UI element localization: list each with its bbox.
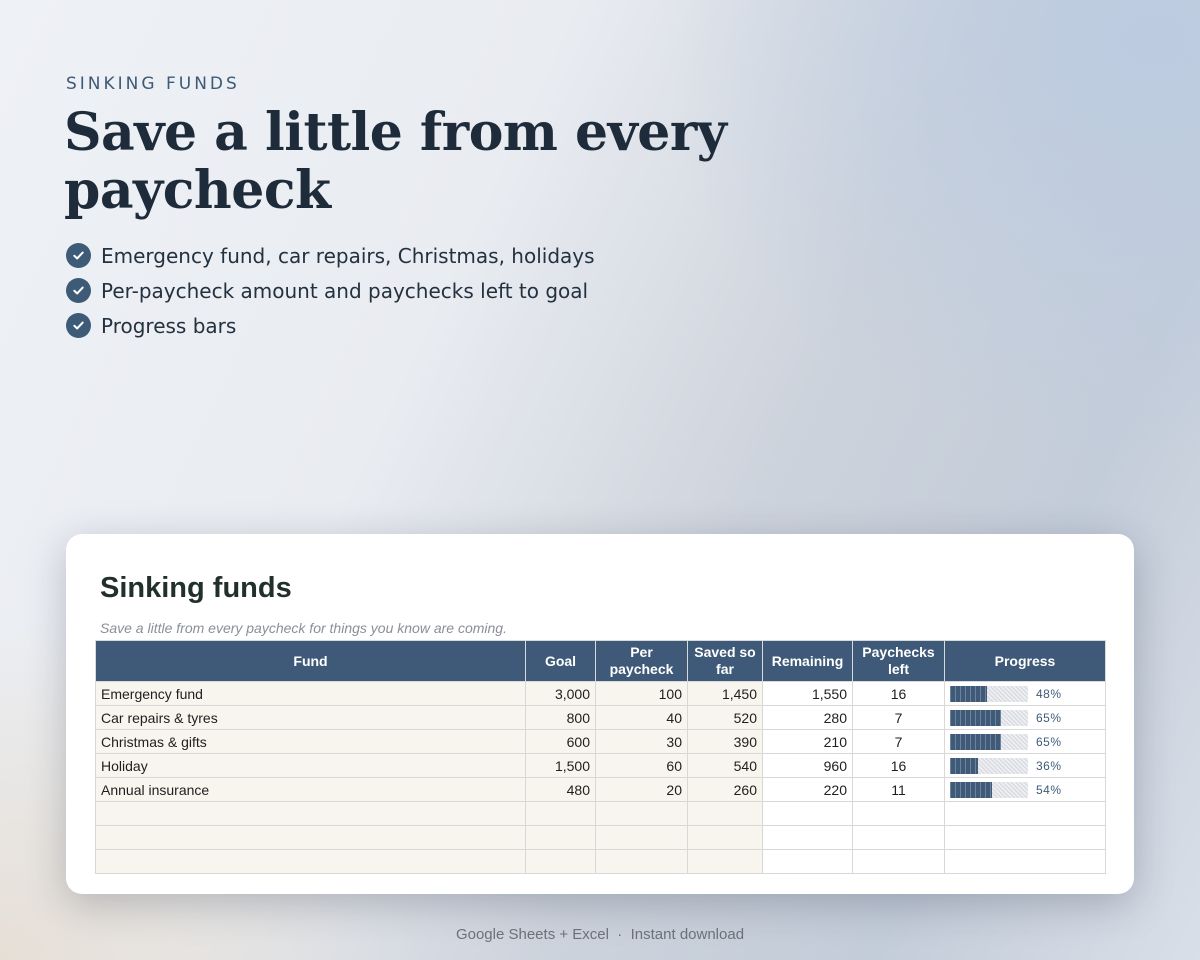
sheet-title: Sinking funds: [100, 572, 292, 604]
remaining-cell[interactable]: 280: [763, 706, 853, 730]
progress-bar: [950, 758, 1028, 774]
paychecks-left-cell[interactable]: 16: [853, 682, 945, 706]
headline: Save a little from every paycheck: [64, 102, 727, 221]
progress-bar: [950, 734, 1028, 750]
empty-cell[interactable]: [526, 802, 596, 826]
progress-cell[interactable]: [945, 706, 1106, 730]
progress-cell[interactable]: [945, 754, 1106, 778]
empty-cell[interactable]: [96, 850, 526, 874]
check-circle-icon: [66, 243, 91, 268]
goal-cell[interactable]: 1,500: [526, 754, 596, 778]
column-header-fund[interactable]: Fund: [96, 641, 526, 682]
empty-cell[interactable]: [945, 802, 1106, 826]
eyebrow-label: SINKING FUNDS: [66, 74, 240, 94]
table-row: [96, 730, 1106, 754]
empty-cell[interactable]: [526, 850, 596, 874]
feature-text: Emergency fund, car repairs, Christmas, holidays: [101, 243, 595, 268]
empty-cell[interactable]: [763, 826, 853, 850]
saved-cell[interactable]: 540: [688, 754, 763, 778]
progress-bar: [950, 710, 1028, 726]
empty-cell[interactable]: [945, 826, 1106, 850]
remaining-cell[interactable]: 220: [763, 778, 853, 802]
column-header-per-paycheck[interactable]: Per paycheck: [596, 641, 688, 682]
per-paycheck-cell[interactable]: 40: [596, 706, 688, 730]
sinking-funds-table: [95, 640, 1106, 874]
empty-cell[interactable]: [526, 826, 596, 850]
progress-bar-fill: [950, 710, 1001, 726]
empty-cell[interactable]: [96, 802, 526, 826]
sheet-subtitle: Save a little from every paycheck for things you know are coming.: [100, 620, 507, 636]
footer-note: Google Sheets + Excel · Instant download: [455, 926, 745, 943]
empty-cell[interactable]: [763, 802, 853, 826]
remaining-cell[interactable]: 1,550: [763, 682, 853, 706]
per-paycheck-cell[interactable]: 30: [596, 730, 688, 754]
progress-percent: 65%: [1036, 734, 1062, 749]
empty-cell[interactable]: [596, 850, 688, 874]
per-paycheck-cell[interactable]: 60: [596, 754, 688, 778]
saved-cell[interactable]: 260: [688, 778, 763, 802]
feature-list: [66, 238, 595, 343]
per-paycheck-cell[interactable]: 100: [596, 682, 688, 706]
saved-cell[interactable]: 390: [688, 730, 763, 754]
column-header-paychecks-left[interactable]: Paychecks left: [853, 641, 945, 682]
goal-cell[interactable]: 600: [526, 730, 596, 754]
progress-percent: 48%: [1036, 686, 1062, 701]
progress-bar: [950, 782, 1028, 798]
empty-row: [96, 850, 1106, 874]
column-header-remaining[interactable]: Remaining: [763, 641, 853, 682]
progress-bar-fill: [950, 734, 1001, 750]
feature-text: Per-paycheck amount and paychecks left to goal: [101, 278, 589, 303]
paychecks-left-cell[interactable]: 7: [853, 730, 945, 754]
empty-row: [96, 802, 1106, 826]
paychecks-left-cell[interactable]: 11: [853, 778, 945, 802]
goal-cell[interactable]: 3,000: [526, 682, 596, 706]
empty-cell[interactable]: [688, 850, 763, 874]
progress-cell[interactable]: [945, 778, 1106, 802]
fund-cell[interactable]: Car repairs & tyres: [96, 706, 526, 730]
fund-cell[interactable]: Christmas & gifts: [96, 730, 526, 754]
check-circle-icon: [66, 278, 91, 303]
paychecks-left-cell[interactable]: 16: [853, 754, 945, 778]
feature-text: Progress bars: [101, 313, 237, 338]
progress-percent: 36%: [1036, 758, 1062, 773]
remaining-cell[interactable]: 960: [763, 754, 853, 778]
fund-cell[interactable]: Annual insurance: [96, 778, 526, 802]
fund-cell[interactable]: Emergency fund: [96, 682, 526, 706]
progress-percent: 54%: [1036, 782, 1062, 797]
check-circle-icon: [66, 313, 91, 338]
feature-item: [66, 308, 595, 343]
table-row: [96, 706, 1106, 730]
column-header-goal[interactable]: Goal: [526, 641, 596, 682]
column-header-progress[interactable]: Progress: [945, 641, 1106, 682]
goal-cell[interactable]: 480: [526, 778, 596, 802]
progress-percent: 65%: [1036, 710, 1062, 725]
progress-cell[interactable]: [945, 730, 1106, 754]
feature-item: [66, 273, 595, 308]
empty-cell[interactable]: [853, 826, 945, 850]
empty-cell[interactable]: [853, 850, 945, 874]
progress-bar: [950, 686, 1028, 702]
fund-cell[interactable]: Holiday: [96, 754, 526, 778]
progress-cell[interactable]: [945, 682, 1106, 706]
feature-item: [66, 238, 595, 273]
paychecks-left-cell[interactable]: 7: [853, 706, 945, 730]
empty-cell[interactable]: [596, 826, 688, 850]
table-row: [96, 754, 1106, 778]
empty-cell[interactable]: [853, 802, 945, 826]
progress-bar-fill: [950, 686, 987, 702]
empty-cell[interactable]: [688, 802, 763, 826]
progress-bar-fill: [950, 782, 992, 798]
empty-row: [96, 826, 1106, 850]
table-row: [96, 778, 1106, 802]
goal-cell[interactable]: 800: [526, 706, 596, 730]
table-row: [96, 682, 1106, 706]
empty-cell[interactable]: [688, 826, 763, 850]
remaining-cell[interactable]: 210: [763, 730, 853, 754]
saved-cell[interactable]: 1,450: [688, 682, 763, 706]
progress-bar-fill: [950, 758, 978, 774]
empty-cell[interactable]: [763, 850, 853, 874]
per-paycheck-cell[interactable]: 20: [596, 778, 688, 802]
saved-cell[interactable]: 520: [688, 706, 763, 730]
empty-cell[interactable]: [945, 850, 1106, 874]
empty-cell[interactable]: [96, 826, 526, 850]
spreadsheet-card: [66, 534, 1134, 894]
column-header-saved[interactable]: Saved so far: [688, 641, 763, 682]
header-row: [96, 641, 1106, 682]
empty-cell[interactable]: [596, 802, 688, 826]
